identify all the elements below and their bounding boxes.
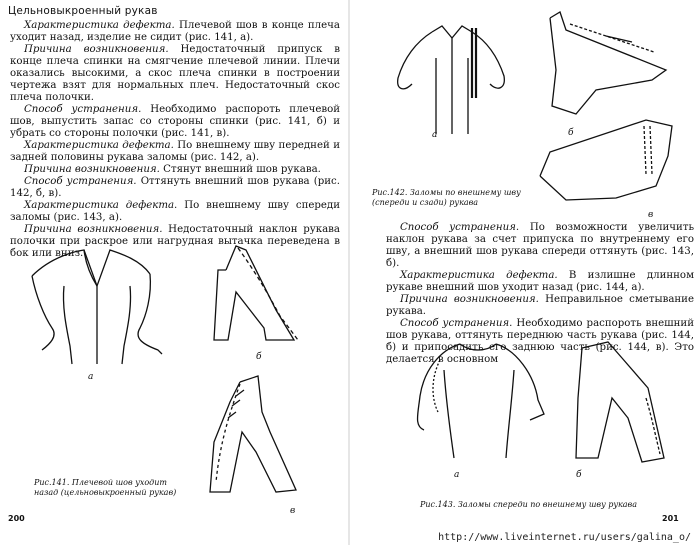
paragraph: Способ устранения. По возможности увеличить наклон рукава за счет припуска по внутреннему его шву, а внешний шов рукава спереди оттянуть (рис. 143, б). xyxy=(386,222,695,269)
paragraph: Причина возникновения. Недостаточный наклон рукава полочки при раскрое или нагрудная вытачка переведена в бок или вниз. xyxy=(10,224,340,259)
paragraph: Причина возникновения. Стянут внешний шов рукава. xyxy=(24,164,321,175)
figure-143-caption: Рис.143. Заломы спереди по внешнему шву рукава xyxy=(420,500,637,509)
figure-143-label-a: а xyxy=(454,470,460,480)
paragraph: Характеристика дефекта. В излишне длинном рукаве внешний шов уходит назад (рис. 144, а). xyxy=(386,270,694,293)
figure-142-caption: Рис.142. Заломы по внешнему шву (спереди и сзади) рукава xyxy=(372,188,521,207)
paragraph: Характеристика дефекта. По внешнему шву передней и задней половины рукава заломы (рис. 142, а). xyxy=(10,140,340,163)
figure-142v-pattern-piece xyxy=(536,116,681,206)
figure-label-v: в xyxy=(290,506,296,516)
figure-141a-garment-illustration xyxy=(22,246,172,366)
figure-141-caption: Рис.141. Плечевой шов уходит назад (цельновыкроенный рукав) xyxy=(34,478,177,497)
page-number: 201 xyxy=(662,514,679,523)
paragraph: Характеристика дефекта. По внешнему шву спереди заломы (рис. 143, а). xyxy=(10,200,340,223)
paragraph: Способ устранения. Необходимо распороть плечевой шов, выпустить запас со стороны спинки (рис. 141, б) и убрать со стороны полочки (рис. 141, в). xyxy=(10,104,341,139)
page-number: 200 xyxy=(8,514,25,523)
figure-label-a: а xyxy=(88,372,94,382)
right-page xyxy=(350,0,699,545)
figure-142-label-v: в xyxy=(648,210,654,220)
figure-141b-pattern-piece xyxy=(206,240,306,350)
figure-141v-pattern-piece xyxy=(200,372,310,502)
figure-142-label-b: б xyxy=(568,128,574,138)
paragraph: Причина возникновения. Недостаточный припуск в конце плеча спинки на смягчение плечевой линии. Плечи оказались высокими, а скос плеча спинки в построении чертежа взят для нормальных плеч. Недостаточный скос плеча полочки. xyxy=(10,44,340,103)
left-page xyxy=(0,0,348,545)
paragraph: Причина возникновения. Неправильное сметывание рукава. xyxy=(386,294,695,317)
left-body-text xyxy=(10,20,340,260)
watermark-url: http://www.liveinternet.ru/users/galina_o/ xyxy=(438,532,691,543)
figure-143-label-b: б xyxy=(576,470,582,480)
figure-142b-pattern-piece xyxy=(536,10,676,120)
figure-label-b: б xyxy=(256,352,262,362)
figure-143b-pattern-piece xyxy=(568,338,668,468)
paragraph: Характеристика дефекта. Плечевой шов в конце плеча уходит назад, изделие не сидит (рис. 141, а). xyxy=(10,20,340,43)
figure-142-label-a: а xyxy=(432,130,438,140)
figure-142a-garment-illustration xyxy=(392,18,512,138)
paragraph: Способ устранения. Оттянуть внешний шов рукава (рис. 142, б, в). xyxy=(10,176,340,199)
paragraph: Способ устранения. Необходимо распороть внешний шов рукава, оттянуть переднюю часть рукава (рис. 144, б) и припосадить его заднюю часть (рис. 144, в). Это делается в основном xyxy=(386,318,694,365)
figure-143a-garment-illustration xyxy=(410,330,550,460)
page-header: Цельновыкроенный рукав xyxy=(8,5,158,17)
